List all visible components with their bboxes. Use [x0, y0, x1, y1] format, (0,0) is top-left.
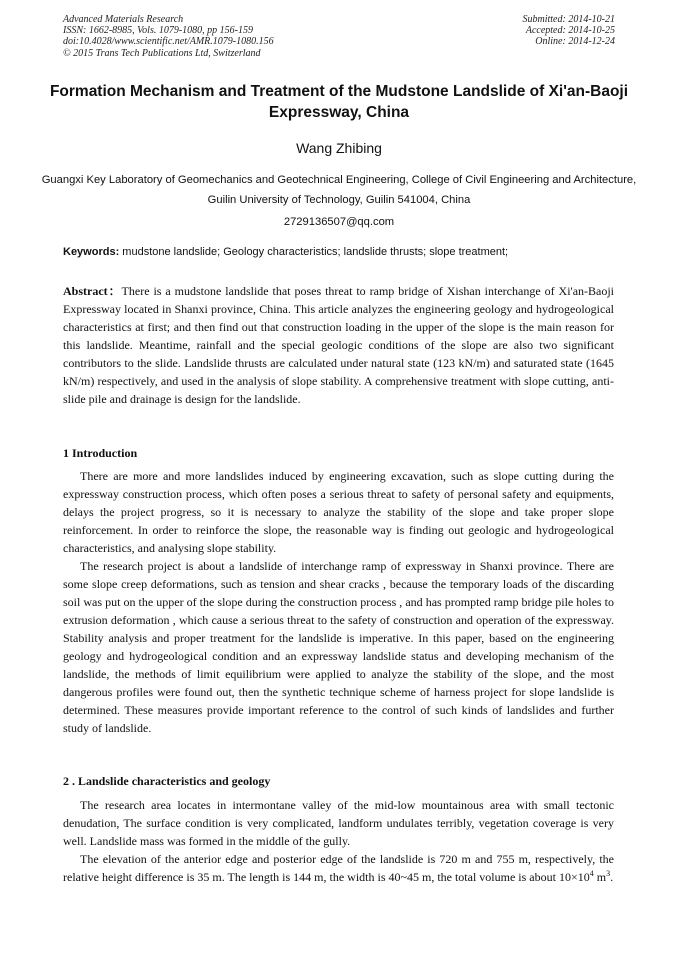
keywords	[63, 243, 623, 261]
issn-line: ISSN: 1662-8985, Vols. 1079-1080, pp 156-159	[63, 25, 253, 37]
submitted-date: Submitted: 2014-10-21	[522, 14, 615, 25]
author-email: 2729136507@qq.com	[283, 216, 395, 228]
affiliation: Guangxi Key Laboratory of Geomechanics and Geotechnical Engineering, College of Civil Engineering and Architecture, Guilin University of Technology, Guilin 541004, China	[41, 174, 637, 206]
paper-title: Formation Mechanism and Treatment of the Mudstone Landslide of Xi'an-Baoji Expressway, China	[49, 83, 629, 121]
section2-p2-text: The elevation of the anterior edge and posterior edge of the landslide is 720 m and 755 m, respectively, the relative height difference is 35 m. The length is 144 m, the width is 40~45 m, the total volume is about 10×10	[63, 852, 614, 884]
abstract-label: Abstract：	[63, 284, 122, 298]
section-heading-introduction: 1 Introduction	[63, 446, 138, 460]
intro-paragraph-1: There are more and more landslides induced by engineering excavation, such as slope cutting during the expressway construction process, which often poses a serious threat to safety of personal safety and equipments, delays the project progress, so it is necessary to analyze the stability of the slope and take proper slope reinforcement. In order to reinforce the slope, the reasonable way is finding out geologic and hydrogeological characteristics, and analysing slope stability.	[63, 469, 614, 555]
unit-exponent: 3	[606, 869, 611, 878]
doi-line: doi:10.4028/www.scientific.net/AMR.1079-1080.156	[63, 36, 274, 48]
online-date: Online: 2014-12-24	[535, 36, 615, 48]
journal-info	[63, 14, 274, 59]
intro-paragraph-2: The research project is about a landslide of interchange ramp of expressway in Shanxi province. There are some slope creep deformations, such as tension and shear cracks , because the temporary loads of the discarding soil was put on the upper of the slope during the construction process , and has prompted ramp bridge pile holes to extrusion deformation , which cause a serious threat to the safety of construction and operation of the expressway. Stability analysis and proper treatment for the landslide is imperative. In this paper, based on the engineering geology and hydrogeological condition and an expressway landslide status and developing mechanism of the landslide, the methods of limit equilibrium were applied to analyze the stability of the slope, and the most dangerous profiles were found out, then the synthetic technique scheme of harness project for slope landslide is determined. These measures provide important reference to the control of such kinds of landslides and further study of landslide.	[63, 559, 614, 735]
journal-name: Advanced Materials Research	[63, 14, 184, 25]
volume-unit: m	[593, 870, 607, 884]
copyright-line: © 2015 Trans Tech Publications Ltd, Switzerland	[63, 47, 261, 59]
section-heading-characteristics: 2 . Landslide characteristics and geology	[63, 774, 271, 788]
section2-paragraph-2	[63, 850, 614, 886]
keywords-label: Keywords:	[63, 246, 120, 258]
abstract	[63, 282, 614, 408]
date-info	[523, 14, 616, 48]
keywords-text: mudstone landslide; Geology characteristics; landslide thrusts; slope treatment;	[119, 246, 509, 258]
abstract-text: There is a mudstone landslide that poses threat to ramp bridge of Xishan interchange of Xi'an-Baoji Expressway located in Shanxi province, China. This article analyzes the engineering geology and hydrogeological characteristics at first; and then find out that construction loading in the upper of the slope is the main reason for this landslide. Meantime, rainfall and the special geologic conditions of the slope are also two significant contributors to the slide. Landslide thrusts are calculated under natural state (123 kN/m) and saturated state (1645 kN/m) respectively, and used in the analysis of slope stability. A comprehensive treatment with slope cutting, anti-slide pile and drainage is design for the landslide.	[63, 284, 615, 406]
section2-paragraph-1: The research area locates in intermontane valley of the mid-low mountainous area with small tectonic denudation, The surface condition is very complicated, landform undulates terribly, vegetation coverage is very well. Landslide mass was formed in the middle of the gully.	[63, 798, 614, 848]
volume-exponent: 4	[589, 869, 594, 878]
sentence-end: .	[610, 870, 614, 884]
author-name: Wang Zhibing	[296, 140, 382, 156]
accepted-date: Accepted: 2014-10-25	[525, 25, 615, 37]
